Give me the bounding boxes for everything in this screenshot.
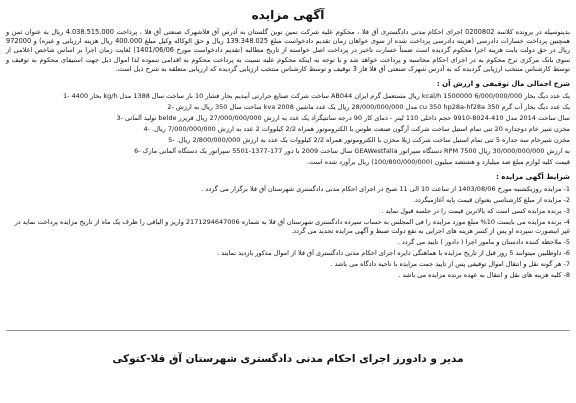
intro-paragraph: بدینوسیله در پرونده کلاسه 0200802 اجرای احکام مدنی دادگستری آق قلا ، محکوم علیه شرکت نمین نوین گلستان به آدرس آق قلاشهرک صنعتی آق قلا ، پرداخت 4.038.515.000 ریال به عنوان ثمن و همچنین پرداخت خسارات دادرسی (هزینه دادرسی پرداخت شده از سوی خواهان زمان تقدیم دادخواست مبلغ 139.348.025 ریال و حق الوکاله وکیل مبلغ 400.000 ریال هزینه ارزیابی و غیره) و 972000 ریال در حق دولت بابت هزینه اجرا محکوم گردیده است ضمناً خسارت تاخیر در پرداخت اصل خواسته از تاریخ مطالبه (تقدیم دادخواست مورخ 1401/06/06) لغایت زمان اجرا بر اساس شاخص اعلامی از سوی بانک مرکزی نرخ محکوم به در اجرای احکام محاسبه و پرداخت خواهد شد و با توجه به اینکه محکوم علیه نسبت به پرداخت محکوم به اقدامی ننموده لذا اموال ذیل جهت استیفای محکوم به توقیف و توسط کارشناس منتخب ارزیابی گردیده که به آدرس شهرک صنعتی آق قلا فاز 3 توقیف و توسط کارشناس منتخب ارزیابی گردیده که ارزیابی متعلقه به شرح ذیل است. (6, 28, 570, 73)
item-line: یک عدد دیگ بخار آب گرم 350 cu 350 hp28a-hf28a مدل 28/000/000/000 ریال یک عدد ماشین kva 2008 ساخت سال 350 ریال به ارزش -2 (167, 103, 570, 112)
signature-footer (0, 352, 576, 367)
conditions-heading: شرایط آگهی مزایده : (496, 173, 570, 182)
condition-line: 8- کلیه هزینه های نقل و انتقال به عهده برنده مزایده می باشد . (398, 271, 570, 280)
condition-line: 4- برنده مزایده می بایست 10% مبلغ مورد مزایده را فی المجلس به حساب سپرده دادگستری شهرستان آق قلا به شماره 2171294647006 واریز و الباقی را ظرف یک ماه از تاریخ مزایده پرداخت نماید در غیر اینصورت سپرده او پس از کسر هزینه های اجرایی به نفع دولت ضبط و آگهی مزایده تجدید می گردد. (14, 218, 570, 236)
item-line: مخزن شیر خام دوجداره 20 تنی تمام استیل ساخت شرکت آرگون صنعت طوس با الکتروموتور همراه 2/2 کیلووات 2 عدد به ارزش 7/000/000/000 ریال. -4 (143, 125, 570, 134)
condition-line: 7- هر گونه نقل و انتقال اموال توقیفی پس از تایید حمت مزایده با ناحیه دادگاه می باشد . (330, 260, 570, 269)
item-line: یک عدد دیگ بخار kcal/h 1500000 6/000/000/000 ریال مستعمل گرم ایران AB044 ساخت شرکت صنایع حرارتی آبیدیم بخار فشار 10 بار ساخت سال 1388 مدل kg/h بخار 4400 -1 (62, 92, 570, 101)
item-line: مخزن شیرخام سه جداره 5 تنی تمام استیل ساخت شرکت ژیلا مخزن با الکتروموتور همراه 2/2 کیلووات یک عدد به ارزش 2/800/000/000 ریال. -5 (168, 136, 570, 145)
items-heading: شرح اجمالی مال توقیفی و ارزش آن : (436, 80, 570, 89)
condition-line: 6- داوطلبین میتوانند 5 روز قبل از تاریخ مزایده با هماهنگی دایره اجرای احکام مدنی دادگستری آق قلا از اموال مذکور بازدید نمایند . (217, 249, 570, 258)
condition-line: 1- مزایده روزیکشنبه مورخ 1403/08/06 از ساعت 10 الی 11 صبح در اجرای احکام مدنی دادگستری شهرستان آق قلا برگزار می گردد . (201, 185, 570, 194)
condition-line: 3- برنده مزایده کسی است که بالاترین قیمت را در جلسه قبول نماید . (381, 207, 570, 216)
condition-line: 2- مزایده از مبلغ کارشناسی بعنوان قیمت پایه آغازمیگردد. (413, 196, 570, 205)
notice-title: آگهی مزایده (251, 8, 325, 22)
condition-line: 5- ملاحظه کننده دادستان و مامور اجرا ( دادور ) تایید می گردد . (397, 238, 570, 247)
item-line: سال ساخت 2014 مدل 410-8024-9910 حجم داخلی 110 لیتر - دمای کار 90 درجه سانتیگراد یک عدد به ارزش 27/000/000/000 ریال فریزر belde تولید آلمانی -3 (116, 114, 570, 123)
item-line: به ارزش 30/000/000/000 ریال RPM 7500 دستگاه سپراتور GEAWestfalia سال ساخت 2009 با دور 177-1377-5501 سپراتور یک دستگاه آلمانی مارک -6 (134, 147, 570, 156)
item-line: قیمت کلیه لوازم مبلغ صد میلیارد و هشتصد میلیون (100/800/000/000) ریال برآورد شده است. (307, 158, 570, 167)
divider (6, 330, 570, 331)
footer-line: مدیر و دادورز اجرای احکام مدنی دادگستری شهرستان آق قلا-کتوکی (112, 353, 464, 365)
